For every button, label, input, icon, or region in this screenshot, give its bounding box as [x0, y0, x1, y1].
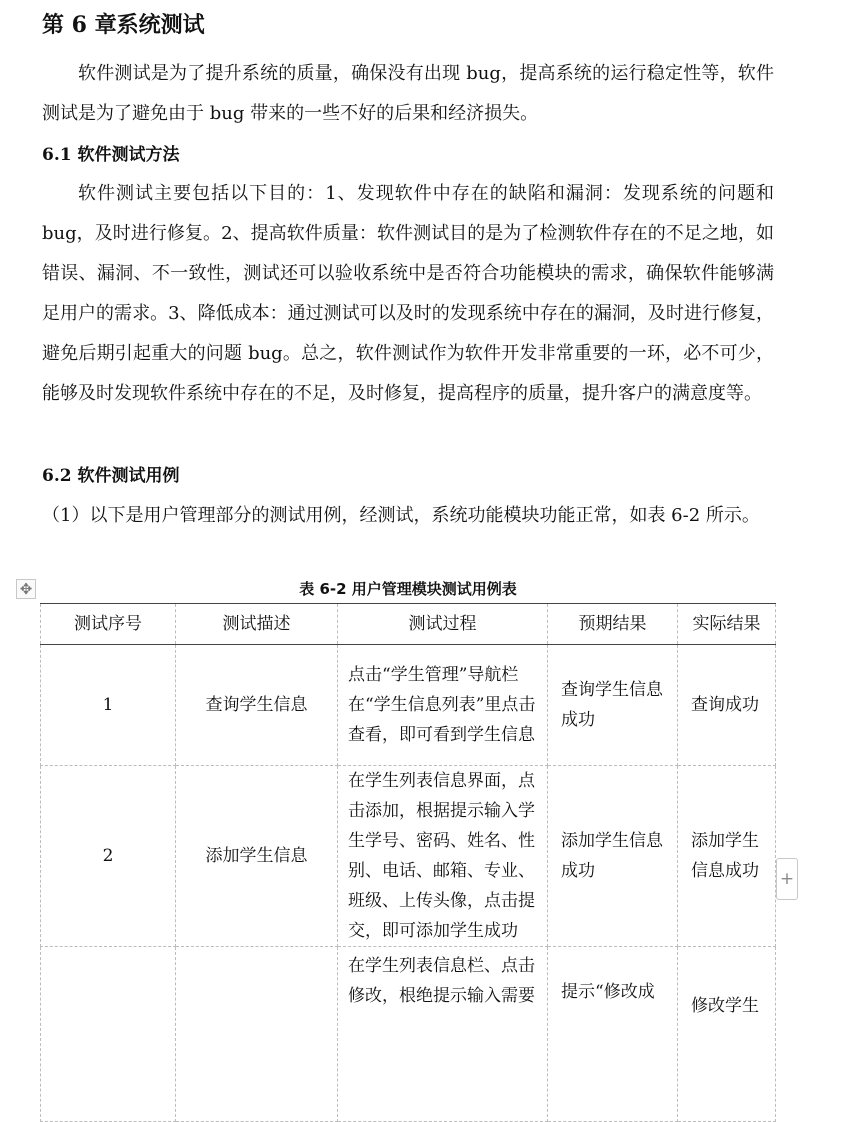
cell-test-process: 在学生列表信息界面，点击添加，根据提示输入学生学号、密码、姓名、性别、电话、邮箱、专业、班级、上传头像，点击提交，即可添加学生成功	[338, 766, 548, 947]
table-header-row	[41, 604, 776, 645]
chapter-title: 第 6 章系统测试	[42, 12, 205, 38]
table-caption: 表 6-2 用户管理模块测试用例表	[299, 580, 517, 598]
table-row	[41, 766, 776, 947]
cell-expected-result: 添加学生信息成功	[548, 766, 678, 947]
chapter-intro-paragraph: 软件测试是为了提升系统的质量，确保没有出现 bug，提高系统的运行稳定性等，软件测试是为了避免由于 bug 带来的一些不好的后果和经济损失。	[42, 63, 774, 124]
cell-actual-result: 修改学生	[678, 947, 776, 1122]
header-actual-result: 实际结果	[678, 604, 776, 645]
cell-expected-result: 提示“修改成	[548, 947, 678, 1122]
section-6-1-heading: 6.1 软件测试方法	[42, 145, 180, 165]
test-case-table	[40, 603, 776, 1122]
cell-test-description: 添加学生信息	[176, 766, 338, 947]
section-6-2-heading: 6.2 软件测试用例	[42, 466, 180, 486]
cell-test-process: 点击“学生管理”导航栏在“学生信息列表”里点击查看，即可看到学生信息	[338, 645, 548, 766]
cell-expected-result: 查询学生信息成功	[548, 645, 678, 766]
cell-test-description	[176, 947, 338, 1122]
test-case-table-container	[40, 603, 775, 1122]
cell-test-id	[41, 947, 176, 1122]
section-6-1-paragraph: 软件测试主要包括以下目的：1、发现软件中存在的缺陷和漏洞：发现系统的问题和 bug，及时进行修复。2、提高软件质量：软件测试目的是为了检测软件存在的不足之地，如错误、漏洞、不一致性，测试还可以验收系统中是否符合功能模块的需求，确保软件能够满足用户的需求。3、降低成本：通过测试可以及时的发现系统中存在的漏洞，及时进行修复，避免后期引起重大的问题 bug。总之，软件测试作为软件开发非常重要的一环，必不可少，能够及时发现软件系统中存在的不足，及时修复，提高程序的质量，提升客户的满意度等。	[42, 183, 774, 404]
header-test-id: 测试序号	[41, 604, 176, 645]
table-move-handle-icon[interactable]: ✥	[16, 579, 36, 599]
cell-test-description: 查询学生信息	[176, 645, 338, 766]
cell-test-id: 1	[41, 645, 176, 766]
cell-actual-result: 查询成功	[678, 645, 776, 766]
table-row	[41, 645, 776, 766]
cell-test-id: 2	[41, 766, 176, 947]
header-test-description: 测试描述	[176, 604, 338, 645]
table-row	[41, 947, 776, 1122]
cell-test-process: 在学生列表信息栏、点击修改，根绝提示输入需要	[338, 947, 548, 1122]
table-add-row-button[interactable]: +	[776, 858, 798, 900]
cell-actual-result: 添加学生信息成功	[678, 766, 776, 947]
header-test-process: 测试过程	[338, 604, 548, 645]
section-6-2-paragraph: （1）以下是用户管理部分的测试用例，经测试，系统功能模块功能正常，如表 6-2 所示。	[42, 505, 760, 526]
header-expected-result: 预期结果	[548, 604, 678, 645]
